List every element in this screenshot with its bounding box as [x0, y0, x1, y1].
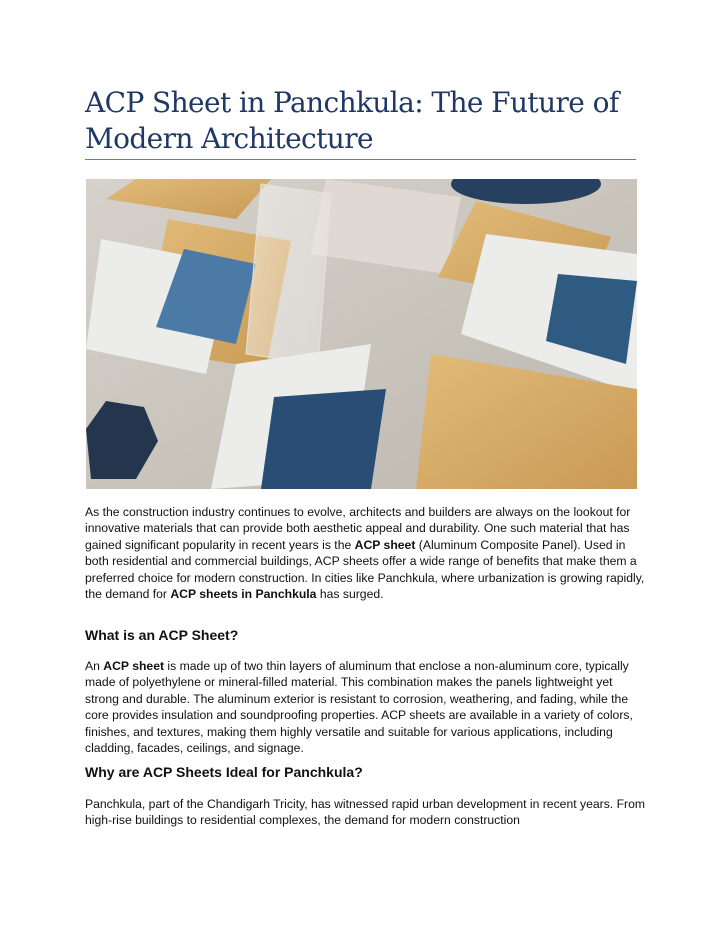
section2-paragraph: Panchkula, part of the Chandigarh Tricity, has witnessed rapid urban development in recent years. From high-rise buildings to residential complexes, the demand for modern construction	[85, 797, 646, 828]
intro-paragraph: As the construction industry continues to evolve, architects and builders are always on the lookout for innovative materials that can provide both aesthetic appeal and durability. One such material that has gained significant popularity in recent years is the ACP sheet (Aluminum Composite Panel). Used in both residential and commercial buildings, ACP sheets offer a wide range of benefits that make them a preferred choice for modern construction. In cities like Panchkula, where urbanization is growing rapidly, the demand for ACP sheets in Panchkula has surged.	[85, 505, 645, 602]
frosted-glass-sheet	[246, 184, 331, 364]
acp-sheet-emphasis: ACP sheet	[354, 537, 416, 552]
acp-panchkula-emphasis: ACP sheets in Panchkula	[170, 587, 317, 602]
section-heading-why-panchkula: Why are ACP Sheets Ideal for Panchkula?	[85, 764, 363, 780]
navy-square-center	[261, 389, 386, 489]
title-divider	[85, 159, 636, 160]
page-title: ACP Sheet in Panchkula: The Future of Modern Architecture	[85, 86, 619, 155]
section-heading-what-is-acp: What is an ACP Sheet?	[85, 627, 239, 643]
acp-sheet-emphasis: ACP sheet	[103, 659, 165, 673]
material-samples-illustration	[86, 179, 637, 489]
section1-paragraph: An ACP sheet is made up of two thin layers of aluminum that enclose a non-aluminum core, typically made of polyethylene or mineral-filled material. This combination makes the panels lightweight yet strong and durable. The aluminum exterior is resistant to corrosion, weathering, and fading, while the core provides insulation and soundproofing properties. ACP sheets are available in a variety of colors, finishes, and textures, making them highly versatile and suitable for various applications, including cladding, facades, ceilings, and signage.	[85, 659, 633, 756]
hero-image	[86, 179, 637, 489]
